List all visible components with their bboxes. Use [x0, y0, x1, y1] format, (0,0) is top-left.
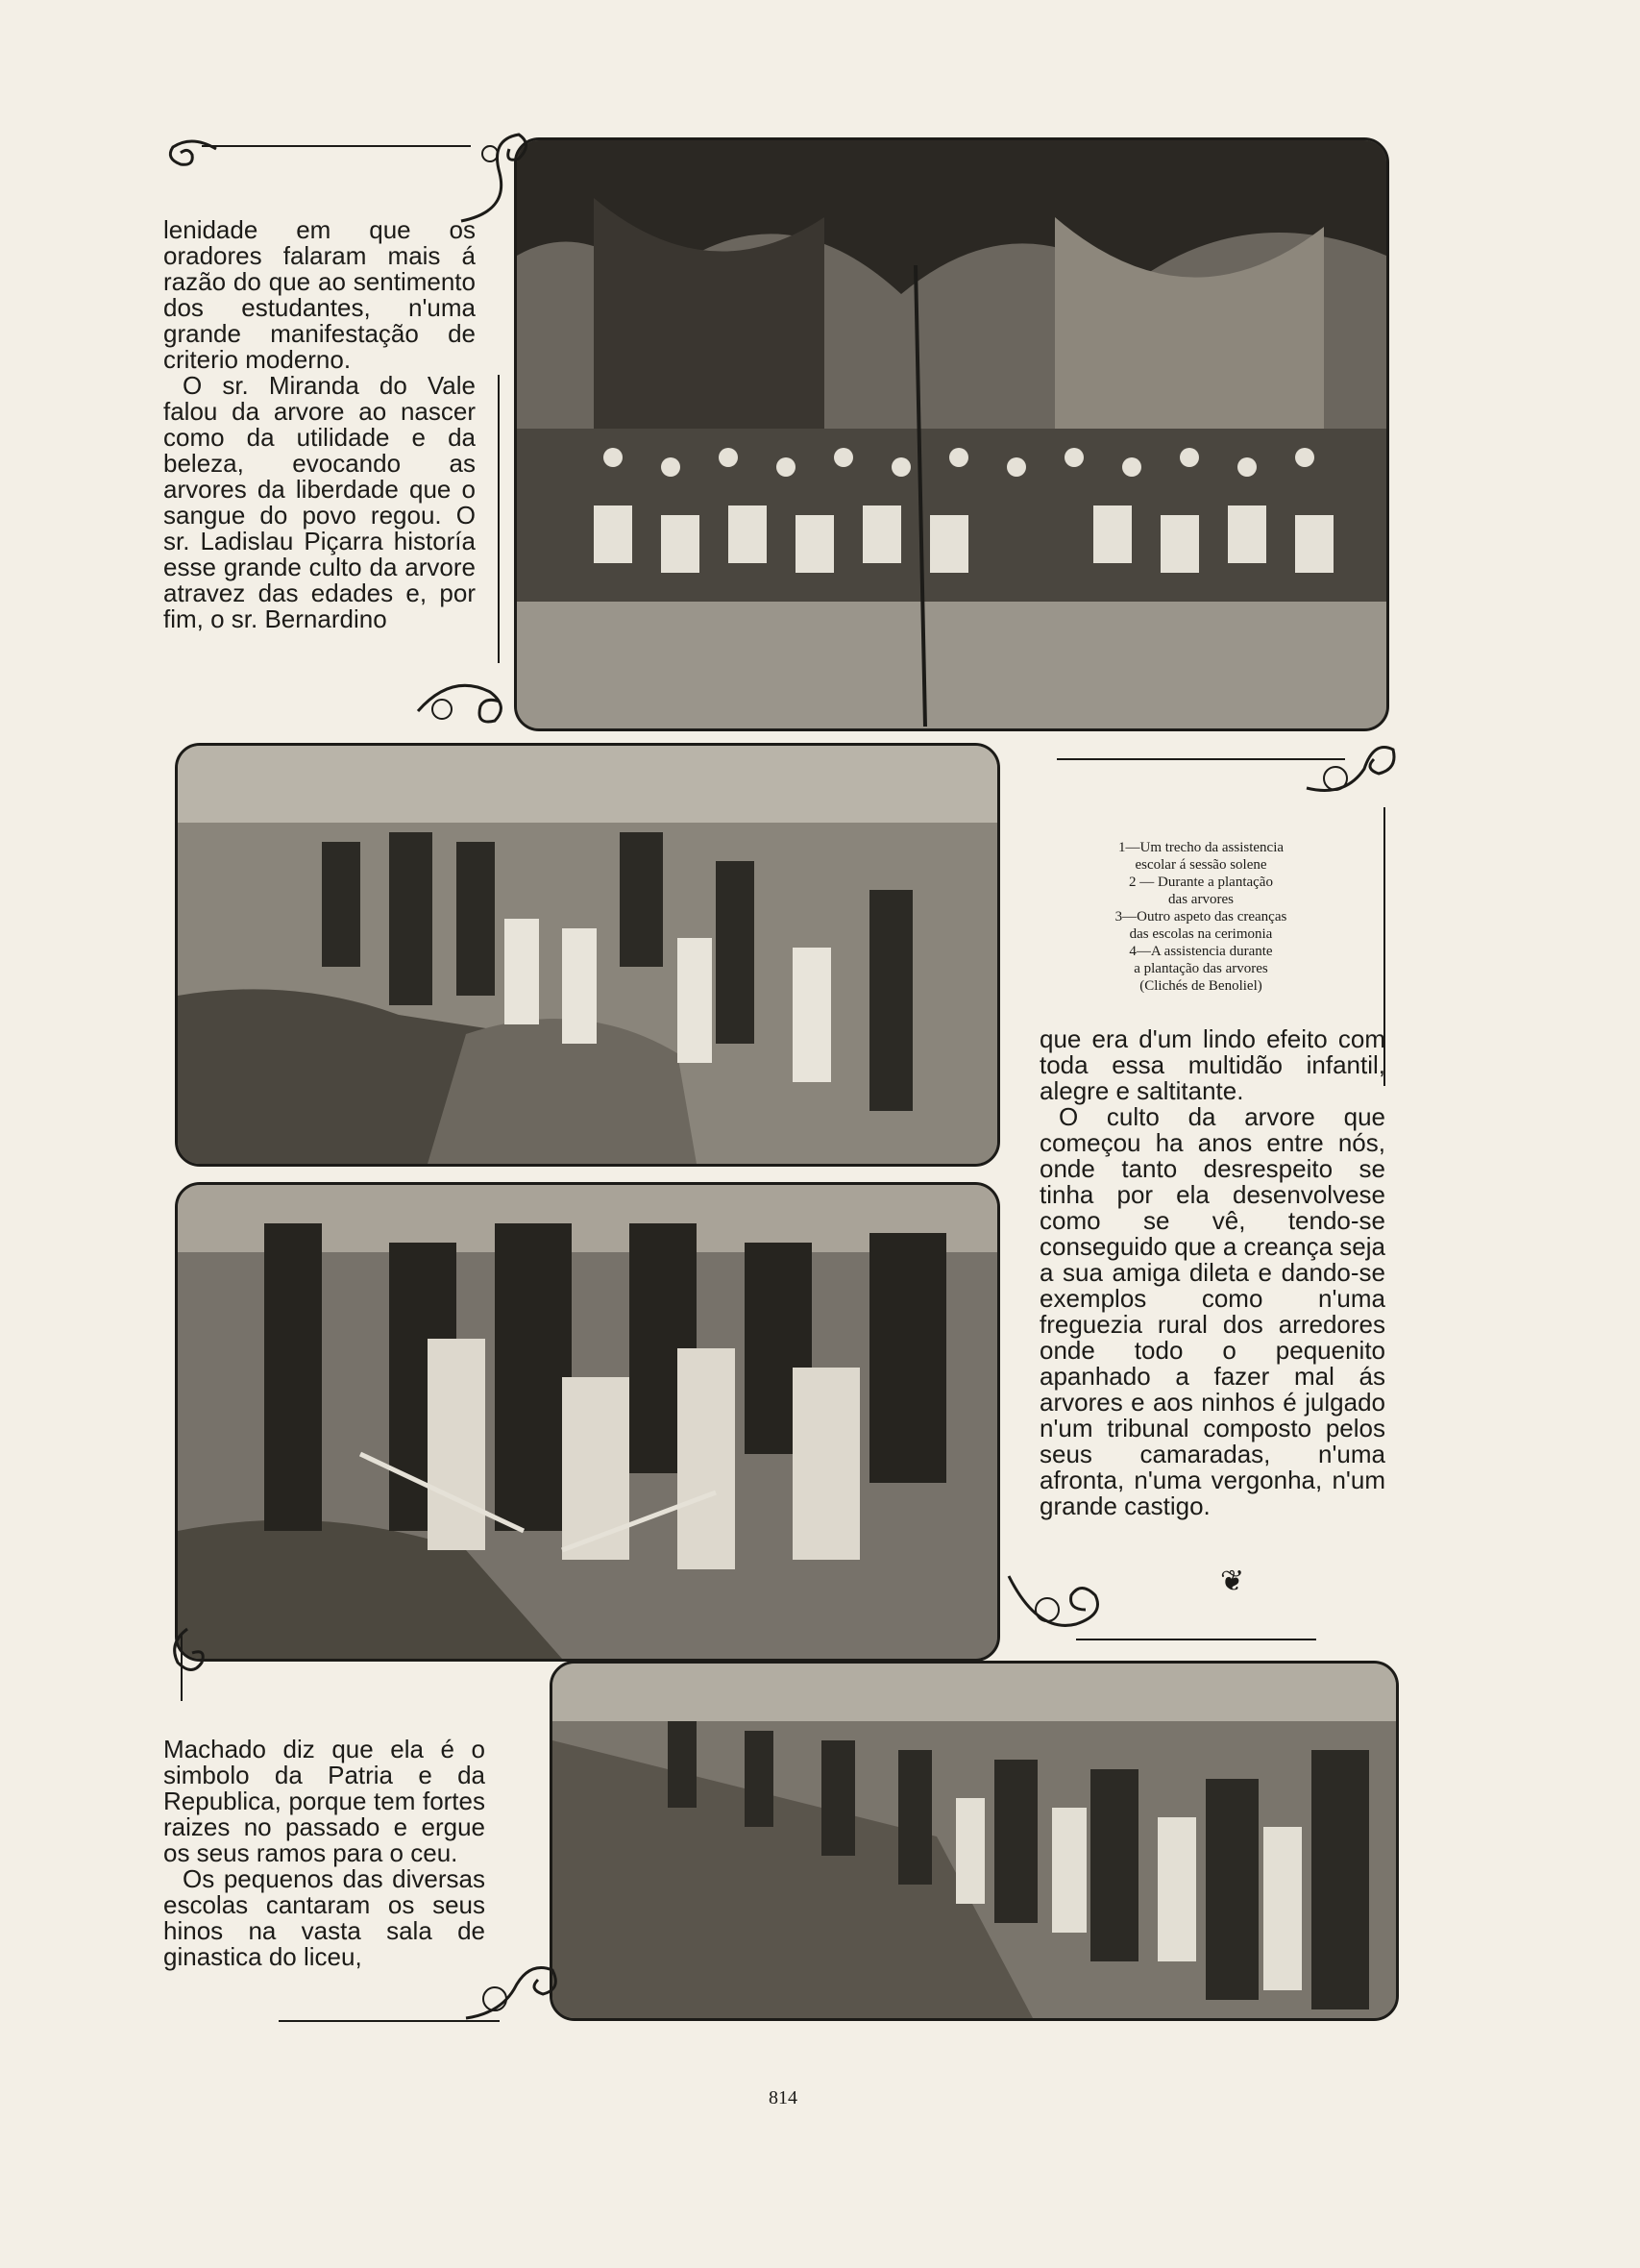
stage-crowd-photo-icon — [517, 140, 1386, 728]
frame-left-rule — [498, 375, 500, 663]
caption-line: 1—Um trecho da assistencia — [1117, 840, 1285, 855]
photo-school-assembly — [514, 137, 1389, 731]
paragraph: O sr. Miranda do Vale falou da arvore ao nascer como da utilidade e da beleza, evocando as arvores da liberdade que o sangue do povo regou. O sr. Ladislau Piçarra historía esse grande culto da arvore atravez das edades e, por fim, o sr. Bernardino — [163, 371, 476, 633]
photo-planting-crowd — [550, 1661, 1399, 2021]
caption-line: 2 — Durante a plantação — [1129, 875, 1273, 890]
scroll-ornament-icon — [1297, 730, 1403, 807]
paragraph: lenidade em que os oradores falaram mais á razão do que ao sentimento dos estudantes, n'uma grande manifestação de criterio moderno. — [163, 215, 476, 374]
caption-line: das escolas na cerimonia — [1129, 926, 1273, 942]
caption-line: (Clichés de Benoliel) — [1139, 978, 1262, 994]
scroll-ornament-icon — [999, 1557, 1124, 1653]
caption-line: escolar á sessão solene — [1135, 857, 1267, 873]
photo-caption — [1047, 839, 1355, 995]
caption-line: a plantação das arvores — [1134, 961, 1268, 976]
planting-crowd-photo-icon — [552, 1664, 1396, 2018]
scroll-ornament-icon — [163, 130, 221, 178]
caption-line: 4—A assistencia durante — [1129, 944, 1273, 959]
scroll-ornament-icon — [413, 663, 519, 730]
photo-tree-planting — [175, 743, 1000, 1167]
caption-line: 3—Outro aspeto das creanças — [1114, 909, 1287, 924]
frame-top-left-rule — [202, 145, 471, 147]
scroll-ornament-icon — [163, 1624, 211, 1691]
page-number: 814 — [769, 2087, 797, 2108]
article-text-bottom-left — [163, 1737, 485, 1970]
article-text-right — [1040, 1026, 1385, 1519]
caption-line: das arvores — [1168, 892, 1234, 907]
paragraph: que era d'um lindo efeito com toda essa multidão infantil, alegre e saltitante. — [1040, 1024, 1385, 1105]
children-ceremony-photo-icon — [178, 1185, 997, 1659]
paragraph: Os pequenos das diversas escolas cantaram os seus hinos na vasta sala de ginastica do liceu, — [163, 1864, 485, 1971]
photo-children-ceremony — [175, 1182, 1000, 1662]
tree-planting-photo-icon — [178, 746, 997, 1164]
fleuron-icon: ❦ — [1220, 1565, 1245, 1598]
paragraph: O culto da arvore que começou ha anos entre nós, onde tanto desrespeito se tinha por ela desenvolvese como se vê, tendo-se conseguido que a creança seja a sua amiga dileta e dando-se exemplos como n'uma freguezia rural dos arredores onde todo o pequenito apanhado a fazer mal ás arvores e aos ninhos é julgado n'um tribunal composto pelos seus camaradas, n'uma afronta, n'uma vergonha, n'um grande castigo. — [1040, 1102, 1385, 1520]
article-text-top-left — [163, 217, 476, 632]
paragraph: Machado diz que ela é o simbolo da Patria e da Republica, porque tem fortes raizes no passado e ergue os seus ramos para o ceu. — [163, 1735, 485, 1867]
